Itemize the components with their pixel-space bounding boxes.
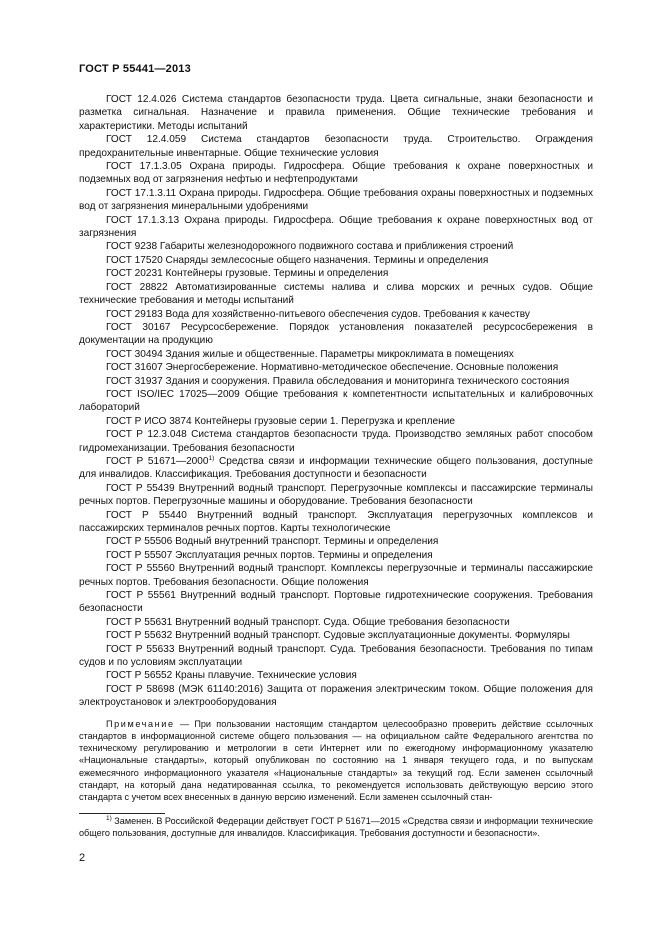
reference-entry: ГОСТ 20231 Контейнеры грузовые. Термины и определения: [106, 268, 389, 280]
reference-entry: ГОСТ 17.1.3.05 Охрана природы. Гидросфера. Общие требования к охране поверхностных и подземных вод от загрязнения нефтью и нефтепродуктами: [79, 161, 593, 186]
reference-entry: ГОСТ Р 55633 Внутренний водный транспорт. Суда. Требования безопасности. Требования по типам судов и по условиям эксплуатации: [79, 643, 593, 669]
footnote-marker: 1): [208, 454, 215, 462]
reference-entry: ГОСТ 12.4.026 Система стандартов безопасности труда. Цвета сигнальные, знаки безопасности и разметка сигнальная. Назначение и правила применения. Общие технические требования и характеристики. Методы испытаний: [79, 94, 593, 132]
reference-entry: ГОСТ Р 55560 Внутренний водный транспорт. Комплексы перегрузочные и терминалы пассажирские речных портов. Требования безопасности. Общие положения: [79, 563, 593, 588]
reference-entry: ГОСТ 30494 Здания жилые и общественные. Параметры микроклимата в помещениях: [106, 348, 514, 360]
reference-entry: ГОСТ Р 55439 Внутренний водный транспорт. Перегрузочные комплексы и пассажирские терминалы речных портов. Перегрузочные машины и оборудование. Требования безопасности: [79, 482, 593, 508]
reference-entry: ГОСТ 17.1.3.11 Охрана природы. Гидросфера. Общие требования охраны поверхностных и подземных вод от загрязнения минеральными удобрениями: [79, 187, 593, 213]
reference-entry: ГОСТ 17.1.3.13 Охрана природы. Гидросфера. Общие требования к охране поверхностных вод от загрязнения: [79, 214, 593, 240]
reference-entry: ГОСТ 12.4.059 Система стандартов безопасности труда. Строительство. Ограждения предохранительные инвентарные. Общие технические условия: [79, 134, 593, 159]
note-paragraph: [79, 718, 593, 803]
reference-entry: ГОСТ Р 56552 Краны плавучие. Технические условия: [106, 670, 357, 682]
document-header: ГОСТ Р 55441—2013: [79, 63, 191, 75]
reference-entry: ГОСТ Р 55507 Эксплуатация речных портов. Термины и определения: [106, 549, 433, 561]
reference-entry: ГОСТ 30167 Ресурсосбережение. Порядок установления показателей ресурсосбережения в документации на продукцию: [79, 321, 593, 347]
note-label: Примечание: [106, 718, 175, 729]
reference-code: ГОСТ Р 51671—2000: [106, 455, 209, 467]
footnote-marker: 1): [106, 815, 112, 822]
reference-entry: ГОСТ Р ИСО 3874 Контейнеры грузовые серии 1. Перегрузка и крепление: [106, 415, 455, 427]
reference-entry: ГОСТ Р 55561 Внутренний водный транспорт. Портовые гидротехнические сооружения. Требования безопасности: [79, 590, 593, 615]
reference-entry: ГОСТ 29183 Вода для хозяйственно-питьевого обеспечения судов. Требования к качеству: [106, 308, 530, 320]
reference-entry: ГОСТ Р 58698 (МЭК 61140:2016) Защита от поражения электрическим током. Общие положения для электроустановок и электрооборудования: [79, 683, 593, 709]
references-list: [79, 93, 593, 812]
reference-entry: ГОСТ Р 55632 Внутренний водный транспорт. Судовые эксплуатационные документы. Формуляры: [106, 630, 570, 642]
footnote: [79, 816, 593, 840]
reference-entry: ГОСТ 17520 Снаряды землесосные общего назначения. Термины и определения: [106, 254, 489, 266]
reference-entry-51671: [79, 455, 593, 482]
footnote-divider: [79, 813, 165, 814]
page-number: 2: [79, 852, 86, 864]
footnote-text: Заменен. В Российской Федерации действует ГОСТ Р 51671—2015 «Средства связи и информации технические общего пользования, доступные для инвалидов. Классификация. Требования доступности и безопасности».: [79, 816, 593, 838]
reference-entry: ГОСТ 31937 Здания и сооружения. Правила обследования и мониторинга технического состояния: [106, 375, 570, 387]
reference-entry: ГОСТ 31607 Энергосбережение. Нормативно-методическое обеспечение. Основные положения: [106, 362, 559, 374]
reference-entry: ГОСТ 28822 Автоматизированные системы налива и слива морских и речных судов. Общие технические требования и методы испытаний: [79, 281, 593, 307]
reference-entry: ГОСТ Р 55506 Водный внутренний транспорт. Термины и определения: [106, 536, 439, 548]
reference-entry: ГОСТ Р 12.3.048 Система стандартов безопасности труда. Производство земляных работ способом гидромеханизации. Требования безопасности: [79, 429, 593, 454]
reference-entry: ГОСТ Р 55440 Внутренний водный транспорт. Эксплуатация перегрузочных комплексов и пассажирских терминалов речных портов. Карты технологические: [79, 509, 593, 534]
reference-entry: ГОСТ Р 55631 Внутренний водный транспорт. Суда. Общие требования безопасности: [106, 616, 510, 628]
note-text: — При пользовании настоящим стандартом целесообразно проверить действие ссылочных стандартов в информационной системе общего пользования — на официальном сайте Федерального агентства по техническому регулированию и метрологии в сети Интернет или по ежегодному информационному указателю «Национальные стандарты», который опубликован по состоянию на 1 января текущего года, и по выпускам ежемесячного информационного указателя «Национальные стандарты» за текущий год. Если заменен ссылочный стандарт, на который дана недатированная ссылка, то рекомендуется использовать действующую версию этого стандарта с учетом всех внесенных в данную версию изменений. Если заменен ссылочный стан-: [79, 718, 593, 802]
reference-entry: ГОСТ 9238 Габариты железнодорожного подвижного состава и приближения строений: [106, 241, 514, 253]
reference-title: Средства связи и информации технические общего пользования, доступные для инвалидов. Классификация. Требования доступности и безопасности: [79, 455, 594, 481]
reference-entry: ГОСТ ISO/IEC 17025—2009 Общие требования к компетентности испытательных и калибровочных лабораторий: [79, 388, 593, 414]
